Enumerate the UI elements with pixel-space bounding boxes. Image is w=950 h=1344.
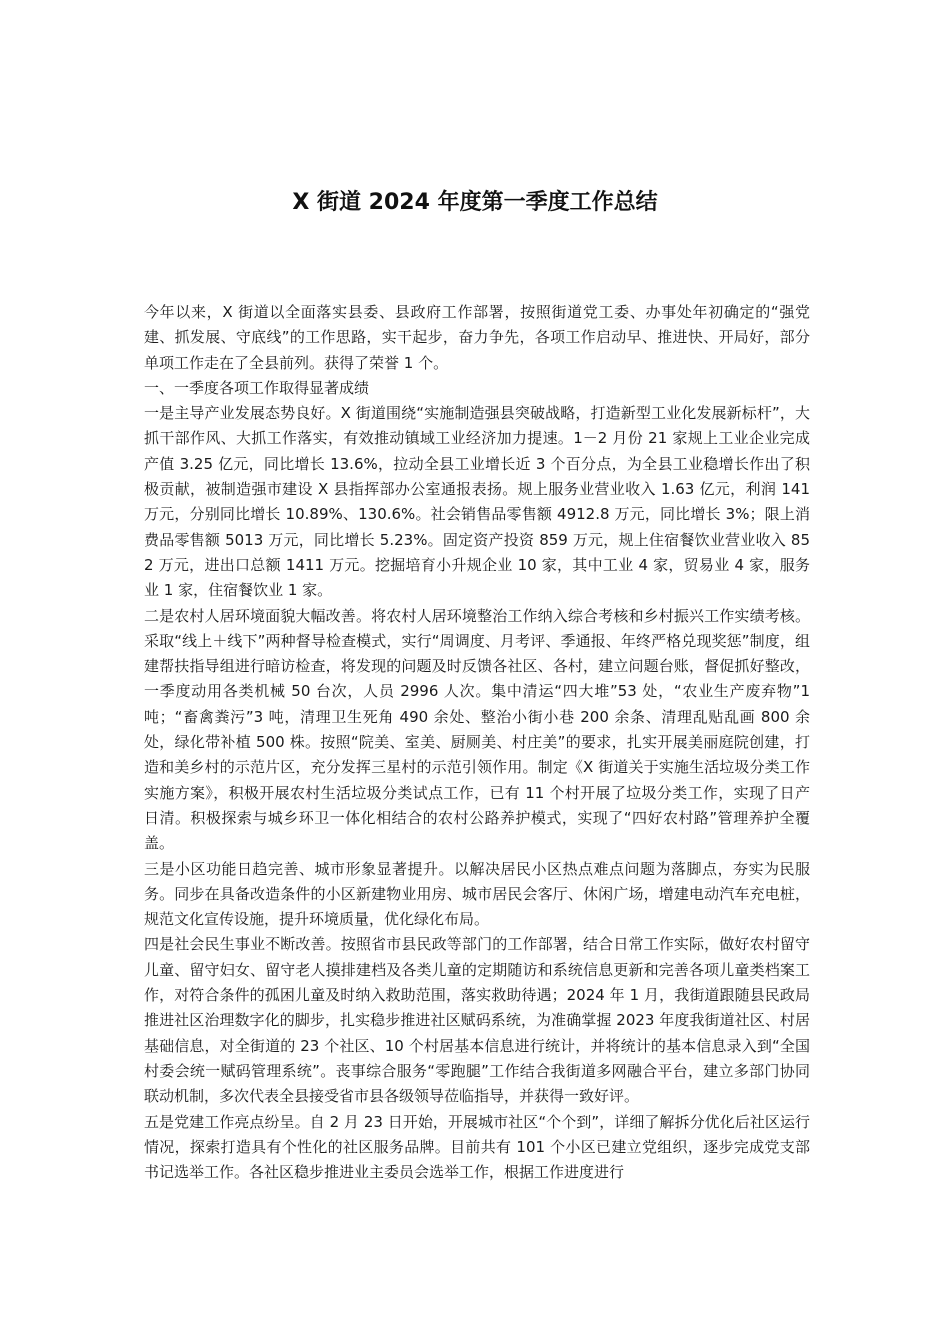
paragraph-rural-environment: 二是农村人居环境面貌大幅改善。将农村人居环境整治工作纳入综合考核和乡村振兴工作实绩考核。采取“线上＋线下”两种督导检查模式，实行“周调度、月考评、季通报、年终严格兑现奖惩”制度，组建帮扶指导组进行暗访检查，将发现的问题及时反馈各社区、各村，建立问题台账，督促抓好整改，一季度动用各类机械 50 台次，人员 2996 人次。集中清运“四大堆”53 处，“农业生产废弃物”1 吨；“畜禽粪污”3 吨，清理卫生死角 490 余处、整治小街小巷 200 余条、清理乱贴乱画 800 余处，绿化带补植 500 株。按照“院美、室美、厨厕美、村庄美”的要求，扎实开展美丽庭院创建，打造和美乡村的示范片区，充分发挥三星村的示范引领作用。制定《X 街道关于实施生活垃圾分类工作实施方案》，积极开展农村生活垃圾分类试点工作，已有 11 个村开展了垃圾分类工作，实现了日产日清。积极探索与城乡环卫一体化相结合的农村公路养护模式，实现了“四好农村路”管理养护全覆盖。 bbox=[144, 606, 810, 853]
document-title: X 街道 2024 年度第一季度工作总结 bbox=[292, 190, 658, 215]
paragraph-party-building: 五是党建工作亮点纷呈。自 2 月 23 日开始，开展城市社区“个个到”，详细了解拆分优化后社区运行情况，探索打造具有个性化的社区服务品牌。目前共有 101 个小区已建立党组织，逐步完成党支部书记选举工作。各社区稳步推进业主委员会选举工作，根据工作进度进行 bbox=[144, 1112, 810, 1182]
intro-paragraph: 今年以来，X 街道以全面落实县委、县政府工作部署，按照街道党工委、办事处年初确定的“强党建、抓发展、守底线”的工作思路，实干起步，奋力争先，各项工作启动早、推进快、开局好，部分单项工作走在了全县前列。获得了荣誉 1 个。 bbox=[144, 303, 810, 372]
section-heading: 一、一季度各项工作取得显著成绩 bbox=[144, 378, 370, 397]
paragraph-social-welfare: 四是社会民生事业不断改善。按照省市县民政等部门的工作部署，结合日常工作实际，做好农村留守儿童、留守妇女、留守老人摸排建档及各类儿童的定期随访和系统信息更新和完善各项儿童类档案工作，对符合条件的孤困儿童及时纳入救助范围，落实救助待遇；2024 年 1 月，我街道跟随县民政局推进社区治理数字化的脚步，扎实稳步推进社区赋码系统，为准确掌握 2023 年度我街道社区、村居基础信息，对全街道的 23 个社区、10 个村居基本信息进行统计，并将统计的基本信息录入到“全国村委会统一赋码管理系统”。丧事综合服务“零跑腿”工作结合我街道多网融合平台，建立多部门协同联动机制，多次代表全县接受省市县各级领导莅临指导，并获得一致好评。 bbox=[144, 935, 810, 1106]
paragraph-industry: 一是主导产业发展态势良好。X 街道围绕“实施制造强县突破战略，打造新型工业化发展新标杆”，大抓干部作风、大抓工作落实，有效推动镇域工业经济加力提速。1－2 月份 21 家规上工业企业完成产值 3.25 亿元，同比增长 13.6%，拉动全县工业增长近 3 个百分点，为全县工业稳增长作出了积极贡献，被制造强市建设 X 县指挥部办公室通报表扬。规上服务业营业收入 1.63 亿元，利润 141 万元，分别同比增长 10.89%、130.6%。社会销售品零售额 4912.8 万元，同比增长 3%；限上消费品零售额 5013 万元，同比增长 5.23%。固定资产投资 859 万元，规上住宿餐饮业营业收入 852 万元，进出口总额 1411 万元。挖掘培育小升规企业 10 家，其中工业 4 家，贸易业 4 家，服务业 1 家，住宿餐饮业 1 家。 bbox=[144, 404, 810, 600]
document-body bbox=[144, 300, 810, 1185]
paragraph-community-function: 三是小区功能日趋完善、城市形象显著提升。以解决居民小区热点难点问题为落脚点，夯实为民服务。同步在具备改造条件的小区新建物业用房、城市居民会客厅、休闲广场，增建电动汽车充电桩，规范文化宣传设施，提升环境质量，优化绿化布局。 bbox=[144, 859, 810, 929]
